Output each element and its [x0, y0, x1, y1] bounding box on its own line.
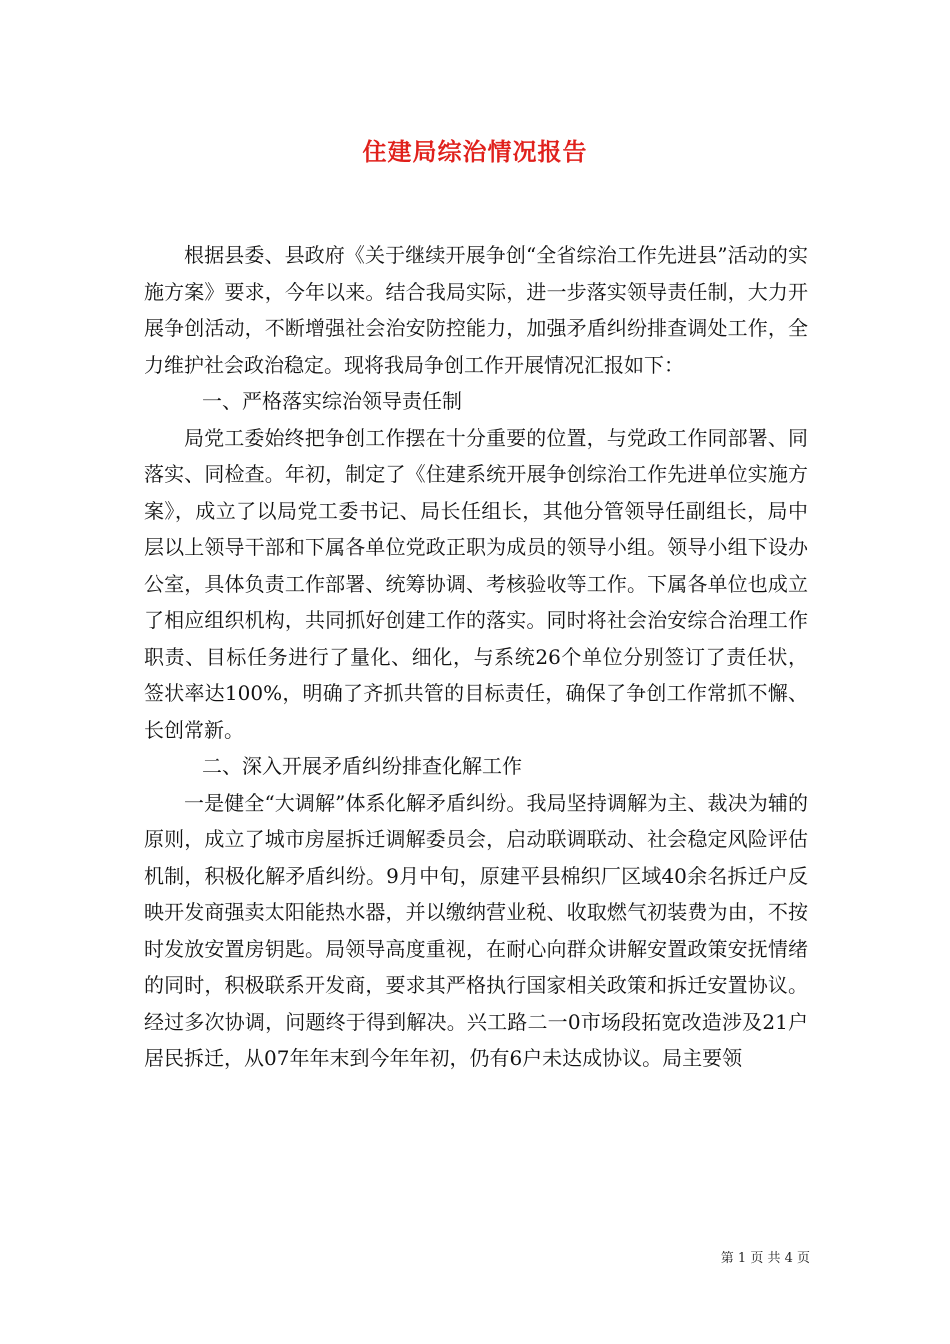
- section-heading-2: 二、深入开展矛盾纠纷排查化解工作: [202, 754, 522, 778]
- paragraph-section-2: 一是健全“大调解”体系化解矛盾纠纷。我局坚持调解为主、裁决为辅的原则，成立了城市房屋拆迁调解委员会，启动联调联动、社会稳定风险评估机制，积极化解矛盾纠纷。9月中旬，原建平县棉织厂区域40余名拆迁户反映开发商强卖太阳能热水器，并以缴纳营业税、收取燃气初装费为由，不按时发放安置房钥匙。局领导高度重视，在耐心向群众讲解安置政策安抚情绪的同时，积极联系开发商，要求其严格执行国家相关政策和拆迁安置协议。经过多次协调，问题终于得到解决。兴工路二一0市场段拓宽改造涉及21户居民拆迁，从07年年末到今年年初，仍有6户未达成协议。局主要领: [144, 790, 808, 1070]
- section-heading-1: 一、严格落实综治领导责任制: [202, 389, 462, 413]
- page-number: 第 1 页 共 4 页: [720, 1251, 810, 1266]
- paragraph-intro: 根据县委、县政府《关于继续开展争创“全省综治工作先进县”活动的实施方案》要求，今年以来。结合我局实际，进一步落实领导责任制，大力开展争创活动，不断增强社会治安防控能力，加强矛盾纠纷排查调处工作，全力维护社会政治稳定。现将我局争创工作开展情况汇报如下：: [144, 243, 808, 377]
- paragraph-section-1: 局党工委始终把争创工作摆在十分重要的位置，与党政工作同部署、同落实、同检查。年初，制定了《住建系统开展争创综治工作先进单位实施方案》，成立了以局党工委书记、局长任组长，其他分管领导任副组长，局中层以上领导干部和下属各单位党政正职为成员的领导小组。领导小组下设办公室，具体负责工作部署、统筹协调、考核验收等工作。下属各单位也成立了相应组织机构，共同抓好创建工作的落实。同时将社会治安综合治理工作职责、目标任务进行了量化、细化，与系统26个单位分别签订了责任状，签状率达100%，明确了齐抓共管的目标责任，确保了争创工作常抓不懈、长创常新。: [144, 425, 808, 742]
- page-title: 住建局综治情况报告: [362, 137, 588, 166]
- document-body: [144, 237, 808, 1077]
